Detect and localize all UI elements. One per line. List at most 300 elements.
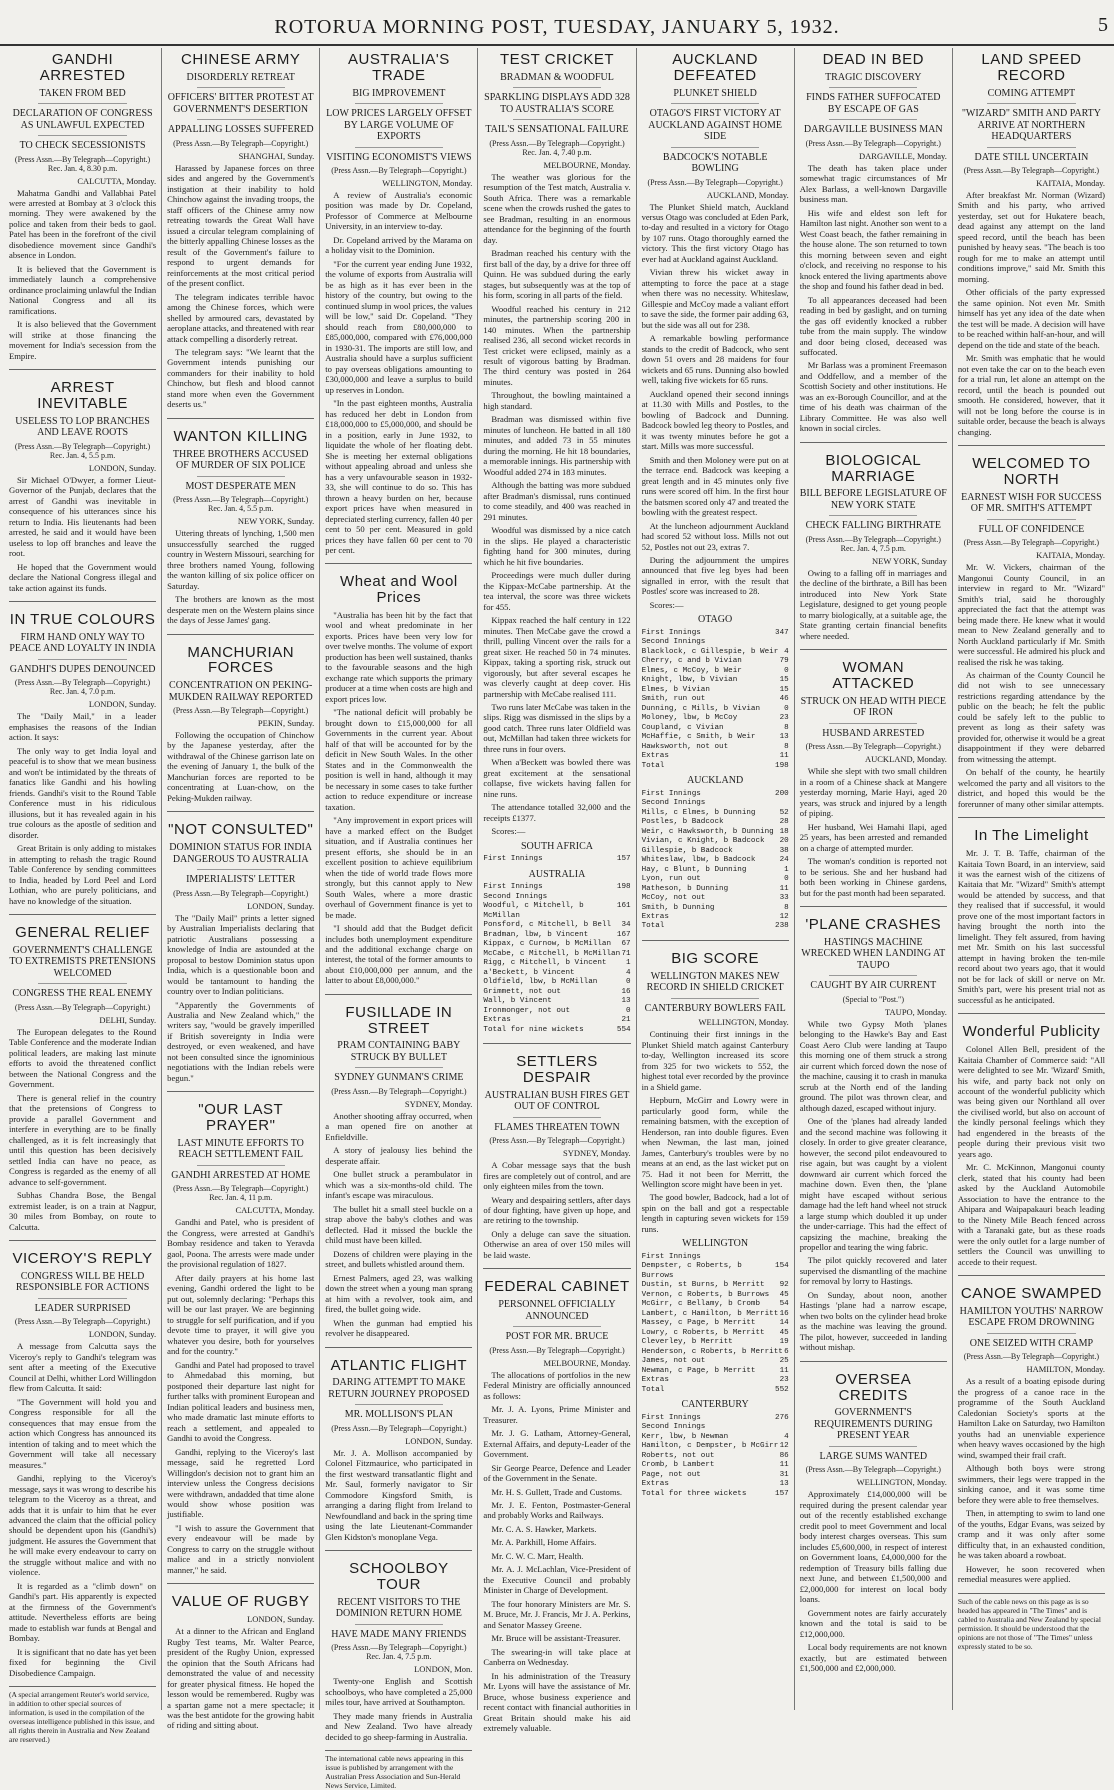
runs: 0 (784, 666, 789, 675)
paragraph: While two Gypsy Moth 'planes belonging to the Hawke's Bay and East Coast Aero Club were landing at Taupo this morning one of them struck a strong air current which forced down the nose of the machine, causing it to crash in manuka scrub at the North end of the landing ground. The pilot was thrown clear, and although dazed, escaped without injury. (799, 1018, 947, 1113)
batsman: Total (641, 922, 665, 931)
press-credit: (Press Assn.—By Telegraph—Copyright.) Rec. Jan. 4, 8.30 p.m. (14, 154, 151, 173)
scorecard-title: CANTERBURY (681, 1399, 749, 1411)
scorecard-row (483, 1007, 630, 1016)
paragraph: The "Daily Mail" prints a letter signed by Australian Imperialists declaring that patriotic Australians possessing a knowledge of India are astounded at the proposal to bestow Dominion status upon India, which is a questionable boon and would be tantamount to handing the country over to Indian politicians. (167, 912, 315, 997)
article-body (167, 913, 314, 1084)
article-body (325, 1448, 472, 1542)
article (325, 563, 472, 985)
scorecard-row (483, 1026, 630, 1035)
column-footnote: Such of the cable news on this page as is so headed has appeared in "The Times" and is cabled to Australia and New Zealand by special permission. It should be understood that the opinions are not those of "The Times" unless expressly stated to be so. (958, 1593, 1105, 1651)
deck-divider (513, 1117, 601, 1118)
article (483, 52, 630, 1035)
scorecard-row (483, 931, 630, 940)
batsman: Knight, lbw, b Vivian (641, 676, 738, 685)
article (483, 1268, 630, 1733)
article-headline: "NOT CONSULTED" (168, 821, 314, 839)
press-credit: (Press Assn.—By Telegraph—Copyright.) (963, 166, 1100, 175)
paragraph: During the adjournment the umpires announced that five leg byes had been signalled in error, with the result that Postles' score was increased to 28. (641, 555, 789, 597)
paragraph: Approximately £14,000,000 will be required during the present calendar year out of the recently established exchange credit pool to meet Government and local body interest charges overseas. This sum includes £5,600,000, in respect of interest on Government loans, £4,000,000 for the redemption of Treasury bills falling due next June, and between £1,500,000 and £2,000,000 for interest on local body loans. (799, 1489, 947, 1605)
article-body (167, 528, 314, 625)
scorecard-row (642, 695, 789, 704)
deck-divider (829, 975, 917, 976)
dateline: AUCKLAND, Monday. (706, 189, 789, 200)
paragraph: On Sunday, about noon, another Hastings 'plane had a narrow escape, when two bolts on the cylinder head broke as the machine was leaving the ground. The pilot, however, succeeded in landing without mishap. (799, 1289, 947, 1353)
article-headline: CHINESE ARMY (181, 51, 301, 68)
article-subheading: "WIZARD" SMITH AND PARTY ARRIVE AT NORTHERN HEADQUARTERS (961, 108, 1101, 142)
article-subheading: DARING ATTEMPT TO MAKE RETURN JOURNEY PROPOSED (328, 1377, 470, 1400)
paragraph: A review of Australia's economic position was made by Dr. Copeland, Professor of Commerce at Melbourne University, in an interview to-day. (325, 190, 473, 232)
article-subheading: LARGE SUMS WANTED (819, 1450, 928, 1462)
paragraph: "Australia has been hit by the fact that wool and wheat predominate in her exports. Prices have been very low for over twelve months. The volume of export production has been well sustained, thanks to the favourable seasons and the high exchange rate which supports the primary producer at a time when costs are high and export prices low. (325, 609, 473, 704)
scorecard-title: SOUTH AFRICA (521, 840, 593, 852)
scorecard-row (642, 866, 789, 875)
scorecard-row (642, 1338, 789, 1347)
column-4 (478, 48, 636, 1734)
batsman: Blacklock, c Gillespie, b Weir (641, 647, 779, 656)
dateline: NEW YORK, Sunday (871, 555, 947, 566)
article-body (958, 190, 1105, 437)
article-subheading: SYDNEY GUNMAN'S CRIME (334, 1072, 464, 1084)
paragraph: One bullet struck a perambulator in which was a six-months-old child. The infant's escape was miraculous. (325, 1169, 473, 1201)
scorecard-row (642, 1262, 789, 1281)
batsman: Extras (641, 752, 669, 761)
scorecard-row (642, 648, 789, 657)
paragraph: The telegram indicates terrible havoc among the Chinese forces, which were shelled by armoured cars, devastated by aeroplane attacks, and threatened with rear attack compelling a disorderly retreat. (167, 291, 315, 344)
runs: 552 (775, 1385, 789, 1394)
paragraph: Mr. J. E. Fenton, Postmaster-General and probably Works and Railways. (483, 1499, 631, 1521)
runs: 13 (779, 1480, 789, 1489)
runs: 33 (779, 894, 789, 903)
scorecard (642, 629, 789, 771)
runs: 11 (779, 884, 789, 893)
article-subheading: GOVERNMENT'S REQUIREMENTS DURING PRESENT YEAR (813, 1407, 933, 1442)
article-headline: FUSILLADE IN STREET (345, 1003, 453, 1037)
article-headline: BIOLOGICAL MARRIAGE (825, 451, 922, 485)
runs: 34 (621, 921, 631, 930)
article-headline: DEAD IN BED (822, 51, 924, 68)
article (9, 52, 156, 361)
dateline: LONDON, Sunday. (88, 699, 157, 710)
article (325, 994, 472, 1339)
scorecard-row (483, 988, 630, 997)
article (9, 914, 156, 1232)
paragraph: Bradman reached his century with the first ball of the day, by a drive for three off Quinn. He was subdued during the early stages, but subsequently was at the top of his form, scoring in all parts of the field. (483, 248, 631, 301)
dateline: MELBOURNE, Monday. (543, 1357, 631, 1368)
article-headline: IN TRUE COLOURS (9, 611, 156, 629)
scorecard-row (642, 875, 789, 884)
runs: 554 (616, 1025, 631, 1034)
scorecard-row (642, 1253, 789, 1262)
article (9, 601, 156, 906)
dateline: HAMILTON, Monday. (1026, 1364, 1105, 1375)
scorecard-row (642, 657, 789, 666)
article-body (800, 1019, 947, 1353)
scorecard-title: AUCKLAND (687, 775, 744, 787)
runs: 45 (779, 1290, 789, 1299)
article-subheading: THREE BROTHERS ACCUSED OF MURDER OF SIX POLICE (172, 448, 309, 472)
article-subheading: TRAGIC DISCOVERY (825, 71, 922, 83)
deck-divider (355, 1624, 443, 1625)
paragraph: Mr. A. J. McLachlan, Vice-President of the Executive Council and probably Minister in Charge of Development. (483, 1564, 631, 1596)
newspaper-title: ROTORUA MORNING POST, TUESDAY, JANUARY 5, 1932. (274, 16, 840, 38)
paragraph: Subhas Chandra Bose, the Bengal extremist leader, is on a train at Nagpur, 30 miles from Bombay, on route to Calcutta. (9, 1190, 157, 1232)
batsman: Second Innings (641, 1423, 706, 1432)
batsman: Page, not out (641, 1470, 701, 1479)
runs: 18 (779, 827, 789, 836)
paragraph: Hepburn, McGirr and Lowry were in particularly good form, while the remaining batsmen, with the exception of Henderson, ran into double figures. Even when Newman, the last man, joined James, Canterbury's troubles were by no means at an end, as the last wicket put on 75. Had it not been for Merritt, the Wellington score might have been in yet. (641, 1095, 789, 1189)
dateline: WELLINGTON, Monday. (856, 1477, 947, 1488)
article-subheading: STRUCK ON HEAD WITH PIECE OF IRON (800, 695, 946, 719)
dateline: KAITAIA, Monday. (1036, 550, 1105, 561)
deck-divider (38, 983, 126, 984)
runs: 19 (779, 1338, 789, 1347)
batsman: Whiteslaw, lbw, b Badcock (641, 856, 756, 865)
article-body (958, 1376, 1105, 1584)
runs: 16 (779, 1309, 789, 1318)
column-footnote: (A special arrangement Reuter's world service, in addition to other special sources of information, is used in the compilation of the overseas intelligence published in this issue, and all rights therein in Australia and New Zealand are reserved.) (9, 1686, 156, 1744)
paragraph: As a result of a boating episode during the progress of a canoe race in the programme of the South Auckland Caledonian Society's sports at the Hamilton Lake on Saturday, two Hamilton youths had an unenviable experience when heavy waves occasioned by the high wind, swamped their frail craft. (957, 1376, 1105, 1460)
article-body (9, 1341, 156, 1678)
scorecard-row (642, 1423, 789, 1432)
press-credit: (Press Assn.—By Telegraph—Copyright.) Rec. Jan. 4, 7.0 p.m. (14, 678, 151, 697)
article-body (325, 190, 472, 555)
scorecard-row (642, 818, 789, 827)
paragraph: They made many friends in Australia and New Zealand. Two have already decided to go sheep-farming in Australia. (325, 1710, 473, 1742)
column-3 (320, 48, 478, 1790)
paragraph: His wife and eldest son left for Hamilton last night. Another son went to a West Coast beach, the father remaining in the house alone. The son returned to town this morning between seven and eight o'clock, and receiving no response to his knock entered the living apartments above the shop and found his father dead in bed. (799, 207, 947, 292)
runs: 16 (621, 987, 631, 996)
scorecard-row (642, 1376, 789, 1385)
article-headline: SETTLERS DESPAIR (516, 1053, 598, 1086)
batsman: Woodful, c Mitchell, b McMillan (483, 902, 584, 920)
paragraph: The swearing-in will take place at Canberra on Wednesday. (483, 1646, 631, 1668)
paragraph: The attendance totalled 32,000 and the receipts £1377. (483, 802, 631, 823)
article-body (800, 568, 947, 641)
dateline: PEKIN, Sunday. (257, 718, 315, 728)
article-subheading: TAKEN FROM BED (39, 87, 126, 99)
article-headline: "OUR LAST PRAYER" (198, 1101, 284, 1135)
scorecard-row (642, 762, 789, 771)
runs: 6 (784, 1347, 789, 1356)
article-subheading: LEADER SURPRISED (34, 1302, 131, 1314)
press-credit: (Press Assn.—By Telegraph—Copyright.) Rec. Jan. 4, 5.5 p.m. (173, 495, 309, 514)
batsman: Mills, c Elmes, b Dunning (641, 808, 756, 817)
paragraph: Smith and then Moloney were put on at the terrace end. Badcock was keeping a great length and in 45 minutes only five runs were scored off him. In the first hour the batsmen scored only 47 and treated the bowling with the greatest respect. (641, 454, 789, 518)
article-subheading: CANTERBURY BOWLERS FAIL (644, 1002, 786, 1014)
article-headline: MANCHURIAN FORCES (187, 643, 295, 677)
article (483, 1043, 630, 1260)
paragraph: Twenty-one English and Scottish schoolboys, who have completed a 25,000 miles tour, have arrived at Southampton. (325, 1676, 473, 1708)
article-subheading: LOW PRICES LARGELY OFFSET BY LARGE VOLUME OF EXPORTS (326, 108, 472, 142)
batsman: Ponsford, c Mitchell, b Bell (483, 921, 612, 930)
paragraph: Proceedings were much duller during the Kippax-McCabe partnership. At the tea interval, the score was three wickets for 455. (483, 570, 631, 612)
article (167, 634, 314, 804)
press-credit: (Press Assn.—By Telegraph—Copyright.) (805, 742, 941, 752)
runs: 12 (779, 912, 789, 921)
paragraph: Although both boys were strong swimmers, their legs were trapped in the sinking canoe, and it was some time before they were able to free themselves. (957, 1463, 1105, 1505)
article-body (642, 202, 789, 611)
runs: 13 (779, 733, 789, 742)
scorecard-row (642, 1442, 789, 1451)
article-subheading: HASTINGS MACHINE WRECKED WHEN LANDING AT TAUPO (801, 936, 946, 971)
batsman: Postles, b Badcock (641, 818, 724, 827)
article-body (958, 562, 1105, 809)
batsman: Matheson, b Dunning (641, 884, 729, 893)
article (325, 1347, 472, 1543)
paragraph: The "Daily Mail," in a leader emphasises the reasons of the Indian action. It says: (9, 711, 157, 743)
deck-divider (38, 659, 126, 660)
article-subheading: GANDHI'S DUPES DENOUNCED (9, 663, 156, 675)
dateline: SYDNEY, Monday. (404, 1098, 473, 1109)
runs: 157 (775, 1489, 789, 1498)
paragraph: Kippax reached the half century in 122 minutes. Then McCabe gave the crowd a thrill, pulling Vincent over the rails for a great sixer. He reached 50 in 74 minutes. Kippax, taking a sporting risk, struck out vigorously, but after several escapes he was cleverly caught at deep cover. His partnership with McCabe realised 111. (483, 615, 631, 699)
paragraph: "Any improvement in export prices will have a marked effect on the Budget situation, and if Australia continues her present efforts, she should be in an excellent position to achieve equilibrium when the tide of world trade flows more strongly, but this cannot apply to New South Wales, where a more drastic overhaul of Government finance is yet to be made. (325, 815, 473, 920)
press-credit: (Press Assn.—By Telegraph—Copyright.) (647, 177, 783, 187)
article (9, 1240, 156, 1678)
article-subheading: BADCOCK'S NOTABLE BOWLING (662, 151, 768, 174)
dateline: WELLINGTON, Monday. (382, 178, 473, 188)
batsman: Cherry, c and b Vivian (641, 657, 742, 666)
scorecard-row (642, 837, 789, 846)
runs: 0 (626, 1006, 631, 1015)
article-headline: TEST CRICKET (499, 51, 615, 68)
article-body (800, 163, 947, 434)
article (800, 1361, 947, 1674)
scorecard-row (642, 1348, 789, 1357)
dateline: LONDON, Sunday. (405, 1435, 473, 1446)
paragraph: In his administration of the Treasury Mr. Lyons will have the assistance of Mr. Bruce, whose business experience and recent contact with financial authorities in Great Britain should make his aid extremely valuable. (483, 1670, 631, 1734)
runs: 13 (621, 997, 631, 1006)
batsman: Total for three wickets (641, 1489, 747, 1498)
article-body (9, 711, 156, 906)
article-subheading: POST FOR MR. BRUCE (505, 1331, 609, 1343)
scorecard-row (642, 799, 789, 808)
press-credit: (Press Assn.—By Telegraph—Copyright.) Rec. Jan. 4, 7.5 p.m. (331, 1643, 467, 1662)
dateline: KAITAIA, Monday. (1036, 178, 1105, 188)
article-subheading: PLUNKET SHIELD (673, 87, 757, 99)
scorecard-row (642, 752, 789, 761)
column-7 (953, 48, 1110, 1710)
article-subheading: DARGAVILLE BUSINESS MAN (803, 124, 943, 136)
paragraph: Mr. C. A. S. Hawker, Markets. (491, 1523, 597, 1534)
paragraph: There is general relief in the country that the pretensions of Congress to provide a parallel Government and interfere in everything are to be finally challenged, as it is felt increasingly that until this question has been decisively settled India can have no peace, as Congress is regarded as the enemy of all advance to self-government. (9, 1092, 157, 1187)
paragraph: The only way to get India loyal and peaceful is to show that we mean business and won't be intimidated by the threats of fanatics like Gandhi and his howling friends. Gandhi's visit to the Round Table Conference must in his ridiculous illusions, but it has revealed again in his true colours as the apostle of sedition and disorder. (9, 745, 157, 840)
article (958, 1275, 1105, 1584)
scorecard-row (642, 922, 789, 931)
scorecard-row (642, 1367, 789, 1376)
runs: 14 (779, 1319, 789, 1328)
scorecard-row (483, 1016, 630, 1025)
paragraph: Woodful was dismissed by a nice catch in the slips. He played a characteristic fighting hand for 300 minutes, during which he hit five boundaries. (483, 525, 631, 567)
runs: 8 (784, 742, 789, 751)
batsman: First Innings (641, 1252, 701, 1261)
paragraph: Weary and despairing settlers, after days of dour fighting, have given up hope, and are retiring to the township. (483, 1194, 631, 1226)
dateline: CALCUTTA, Monday. (77, 175, 157, 186)
runs: 238 (775, 922, 789, 931)
deck-divider (355, 147, 443, 148)
press-credit: (Press Assn.—By Telegraph—Copyright.) (963, 1352, 1100, 1362)
runs: 11 (779, 1461, 789, 1470)
scorecard-row (642, 667, 789, 676)
batsman: Newman, c Page, b Merritt (641, 1366, 756, 1375)
batsman: Coupland, c Vivian (641, 723, 724, 732)
paragraph: Scores:— (649, 599, 684, 610)
deck-divider (513, 87, 601, 88)
article-headline: AUSTRALIA'S TRADE (347, 51, 450, 84)
article (642, 52, 789, 932)
batsman: Extras (641, 1376, 669, 1385)
scorecard-row (642, 1329, 789, 1338)
runs: 12 (779, 1442, 789, 1451)
batsman: Kerr, lbw, b Newman (641, 1432, 729, 1441)
article-body (325, 1676, 472, 1742)
runs: 4 (784, 1432, 789, 1441)
paragraph: Gandhi, replying to the Viceroy's message, says it was wrong to describe his telegram to the Viceroy as a threat, and adds that it is unfair to him that he ever advanced the claim that the official policy should be dependent upon his (Gandhi's) judgment. He assures the Government that he will make every endeavour to carry on the struggle without malice and with no violence. (9, 1473, 157, 1578)
article-subheading: CAUGHT BY AIR CURRENT (810, 980, 937, 992)
runs: 86 (779, 1451, 789, 1460)
article (167, 52, 314, 410)
article-headline: GANDHI ARRESTED (39, 51, 126, 84)
deck-divider (38, 135, 126, 136)
paragraph: It is believed that the Government is immediately launch a comprehensive ordinance proclaiming unlawful the Indian National Congress and all its ramifications. (9, 263, 157, 316)
article-subheading: MOST DESPERATE MEN (185, 480, 296, 492)
article-subheading: CONGRESS WILL BE HELD RESPONSIBLE FOR ACTIONS (15, 1270, 150, 1294)
deck-divider (829, 515, 917, 516)
paragraph: Only a deluge can save the situation. Otherwise an area of over 150 miles will be laid waste. (483, 1228, 631, 1260)
paragraph: The four honorary Ministers are Mr. S. M. Bruce, Mr. J. Francis, Mr J. A. Perkins, and Senator Massey Greene. (483, 1598, 631, 1630)
deck-divider (829, 723, 917, 724)
runs: 46 (779, 695, 789, 704)
scorecard (642, 1253, 789, 1395)
paragraph: Mr. C. W. C. Marr, Health. (491, 1550, 584, 1561)
paragraph: It is significant that no date has yet been fixed for beginning the Civil Disobedience Campaign. (9, 1646, 157, 1678)
article-headline: ATLANTIC FLIGHT (330, 1356, 468, 1374)
scorecard-row (642, 705, 789, 714)
article-body (642, 1029, 789, 1234)
runs: 23 (779, 1376, 789, 1385)
dateline: MELBOURNE, Monday. (543, 159, 631, 170)
runs: 4 (626, 968, 631, 977)
scorecard-row (642, 790, 789, 799)
article-headline: BIG SCORE (671, 949, 760, 967)
column-5 (637, 48, 795, 1710)
dateline: SHANGHAI, Sunday. (238, 150, 315, 161)
press-credit: (Press Assn.—By Telegraph—Copyright.) (331, 166, 467, 175)
scorecard-row (642, 1281, 789, 1290)
press-credit: (Press Assn.—By Telegraph—Copyright.) (805, 1465, 941, 1475)
batsman: Bradman, lbw, b Vincent (483, 930, 589, 939)
paragraph: Government notes are fairly accurately known and the total is said to be £12,000,000. (799, 1607, 947, 1639)
article-subheading: FULL OF CONFIDENCE (978, 523, 1085, 535)
scorecard-row (642, 638, 789, 647)
batsman: McGirr, c Bellamy, b Cromb (641, 1300, 761, 1309)
runs: 24 (779, 856, 789, 865)
scorecard-row (642, 1386, 789, 1395)
paragraph: Great Britain is only adding to mistakes in attempting to rehash the tragic Round Table Conference by sending committees to India, headed by Lord Peel and Lord Lothian, who are purely politicians, and have no knowledge of the situation. (9, 843, 157, 906)
batsman: Gillespie, b Badcock (641, 846, 733, 855)
dateline: AUCKLAND, Monday. (864, 754, 947, 765)
batsman: Extras (641, 912, 669, 921)
article-subheading: IMPERIALISTS' LETTER (186, 874, 296, 886)
paragraph: Mahatma Gandhi and Vallabhai Patel were arrested at Bombay at 3 o'clock this morning. They were awakened by the police and taken from their beds to gaol. Patel has been in the forefront of the civil disobedience movement since Gandhi's absence in London. (9, 187, 157, 261)
article-subheading: DISORDERLY RETREAT (186, 71, 295, 83)
paragraph: Vivian threw his wicket away in attempting to force the pace at a stage when there was no necessity. Whiteslaw, Gillespie and McCoy made a valiant effort to save the side, the former pair adding 63, but the side was all out for 238. (641, 267, 789, 330)
paragraph: "For the current year ending June 1932, the volume of exports from Australia will be as high as it has ever been in the history of the country, but owing to the continued slump in wool prices, the values will be low," said Dr. Copeland. "They should reach from £80,000,000 to £85,000,000, compared with £76,000,000 in 1930-31. The imports are still low, and Australia should have a surplus sufficient to pay overseas obligations amounting to £30,000,000 and leave a surplus to build up reserves in London. (325, 258, 473, 395)
batsman: Dunning, c Mills, b Vivian (641, 704, 761, 713)
article-headline: CANOE SWAMPED (960, 1285, 1102, 1303)
press-credit: (Press Assn.—By Telegraph—Copyright.) Rec. Jan. 4, 11 p.m. (173, 1184, 309, 1203)
paragraph: As chairman of the County Council he did not wish to see unnecessary restrictions regarding attendance by the public on the beach; he felt the public could be safely left to the public to prevent as long as their safety was provided for, otherwise it would be a great disappointment if they were debarred from witnessing the attempt. (957, 669, 1105, 764)
batsman: Weir, c Hawksworth, b Dunning (641, 827, 774, 836)
runs: 92 (779, 1281, 789, 1290)
article-headline: WOMAN ATTACKED (832, 659, 915, 692)
paragraph: Other officials of the party expressed the same opinion. Not even Mr. Smith himself has yet any idea of the date when the test will be made. A decision will have to be reached within half-an-hour, and will depend on the tide and state of the beach. (957, 287, 1105, 350)
press-credit: (Press Assn.—By Telegraph—Copyright.) Rec. Jan. 4, 7.5 p.m. (805, 534, 941, 553)
scorecard-row (483, 969, 630, 978)
batsman: Extras (483, 1016, 511, 1025)
scorecard-row (642, 1291, 789, 1300)
runs: 347 (775, 628, 789, 637)
scorecard-row (642, 894, 789, 903)
batsman: McCabe, c Mitchell, b McMillan (483, 949, 621, 958)
deck-divider (671, 147, 759, 148)
paragraph: "I wish to assure the Government that every endeavour will be made by Congress to carry on the struggle without malice and in a strictly nonviolent manner," he said. (167, 1522, 315, 1575)
masthead (0, 0, 1114, 46)
batsman: Second Innings (641, 799, 706, 808)
article-subheading: OFFICERS' BITTER PROTEST AT GOVERNMENT'S DESERTION (167, 92, 314, 115)
scorecard-row (483, 921, 630, 930)
article-subheading: DOMINION STATUS FOR INDIA DANGEROUS TO AUSTRALIA (169, 842, 313, 865)
paragraph: Although the batting was more subdued after Bradman's dismissal, runs continued to come steadily, and 400 was reached in 291 minutes. (483, 480, 631, 522)
paragraph: The good bowler, Badcock, had a lot of spin on the ball and got a respectable length in capturing seven wickets for 159 runs. (641, 1192, 789, 1234)
paragraph: Continuing their first innings in the Plunket Shield match against Canterbury to-day, Wellington increased its score from 325 for two wickets to 552, the highest total ever recorded by the province in a Shield game. (641, 1029, 789, 1092)
scorecard-row (642, 1461, 789, 1470)
paragraph: Sir George Pearce, Defence and Leader of the Government in the Senate. (483, 1462, 631, 1484)
article-body (483, 172, 630, 837)
article-subheading: DATE STILL UNCERTAIN (974, 151, 1089, 163)
press-credit: (Press Assn.—By Telegraph—Copyright.) (805, 138, 941, 148)
article-headline: AUCKLAND DEFEATED (672, 51, 758, 84)
runs: 1 (784, 865, 789, 874)
runs: 25 (779, 1357, 789, 1366)
article-subheading: WELLINGTON MAKES NEW RECORD IN SHIELD CRICKET (646, 970, 784, 994)
runs: 45 (779, 1328, 789, 1337)
article-subheading: GANDHI ARRESTED AT HOME (171, 1169, 311, 1181)
runs: 0 (784, 875, 789, 884)
scorecard-row (483, 883, 630, 892)
paragraph: It is also believed that the Government will strike at those financing the movement for India's secession from the Empire. (9, 319, 157, 361)
scorecard-row (642, 629, 789, 638)
dateline: LONDON, Sunday. (88, 1329, 157, 1340)
article-subheading: CONCENTRATION ON PEKING-MUKDEN RAILWAY REPORTED (168, 680, 313, 703)
deck-divider (355, 103, 443, 104)
batsman: Wall, b Vincent (483, 997, 552, 1006)
runs: 15 (779, 685, 789, 694)
dateline: CALCUTTA, Monday. (235, 1205, 315, 1216)
runs: 28 (779, 818, 789, 827)
scorecard-row (642, 1319, 789, 1328)
article-subheading: BIG IMPROVEMENT (352, 87, 446, 99)
batsman: First Innings (641, 1413, 701, 1422)
runs: 200 (775, 789, 789, 798)
article (800, 906, 947, 1353)
paragraph: "Apparently the Governments of Australia and New Zealand which," the writers say, "would be gravely imperilled if British sovereignty in India were destroyed, or even weakened, and have not been consulted since the ignominious negotiations with the Indian rebels were begun." (167, 999, 315, 1083)
article-headline: Wonderful Publicity (962, 1023, 1101, 1041)
runs: 23 (779, 714, 789, 723)
paragraph: The brothers are known as the most desperate men on the Western plains since the days of Jesse James' gang. (167, 594, 315, 626)
article-subheading: TAIL'S SENSATIONAL FAILURE (485, 124, 629, 136)
